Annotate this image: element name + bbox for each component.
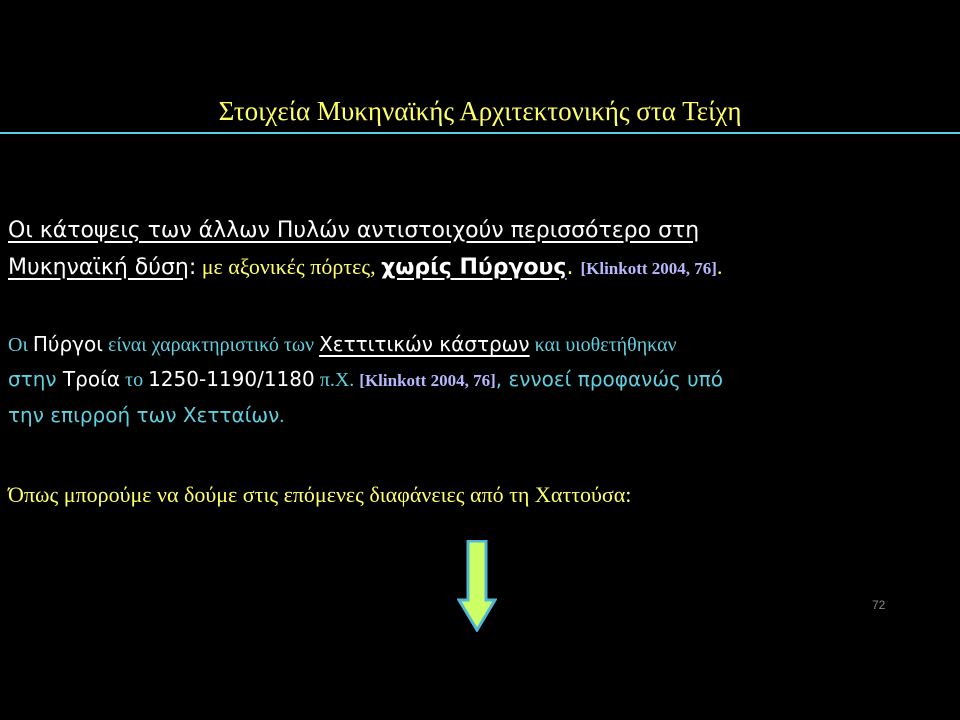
p2-towers: Πύργοι <box>32 332 103 356</box>
p2-bc: π.Χ <box>314 369 350 391</box>
p1-axial-doors: με αξονικές πόρτες, <box>196 254 382 279</box>
p3-text: Όπως μπορούμε να δούμε στις επόμενες διαφάνειες από τη Χαττούσα: <box>8 482 632 507</box>
p2-dates: 1250-1190/1180 <box>148 367 315 391</box>
slide-title: Στοιχεία Μυκηναϊκής Αρχιτεκτονικής στα Τείχη <box>218 96 742 126</box>
title-divider <box>0 132 960 134</box>
p2-citation: [Klinkott 2004, 76] <box>359 371 496 390</box>
page-number: 72 <box>872 598 886 612</box>
p2-t5: και υιοθετήθηκαν <box>529 334 677 356</box>
p1-citation: [Klinkott 2004, 76] <box>580 259 717 278</box>
p2-t12: , εννοεί προφανώς υπό <box>495 367 724 391</box>
p1-end: . <box>716 254 723 279</box>
down-arrow-icon <box>457 540 497 632</box>
paragraph-gates <box>8 212 928 287</box>
p2-t1: Οι <box>8 334 33 356</box>
paragraph-towers <box>8 327 928 433</box>
p2-t11: . <box>349 369 360 391</box>
paragraph-hattusa <box>8 478 928 512</box>
p1-colon: : <box>188 255 197 280</box>
p2-t6: στην <box>8 367 63 391</box>
p1-no-towers: χωρίς Πύργους <box>381 255 567 280</box>
p1-period: . <box>566 255 581 280</box>
p2-t8: το <box>120 369 149 391</box>
p2-t3: είναι χαρακτηριστικό των <box>102 334 320 356</box>
p2-t14: . <box>279 405 285 427</box>
p2-troy: Τροία <box>62 367 121 391</box>
p1-mycenaean-west: Μυκηναϊκή δύση <box>8 255 189 280</box>
p1-line1: Οι κάτοψεις των άλλων Πυλών αντιστοιχούν περισσότερο στη <box>8 218 700 243</box>
p2-t13: την επιρροή των Χετταίων <box>8 403 280 427</box>
p2-hittite-castles: Χεττιτικών κάστρων <box>319 332 530 356</box>
